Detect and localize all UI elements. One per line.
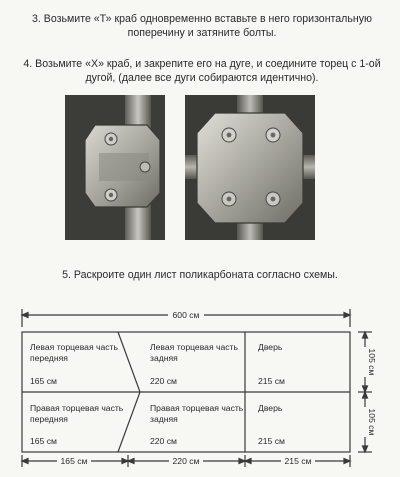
cell-top-left-line1: Левая торцевая часть <box>30 342 118 352</box>
cell-top-mid-line1: Левая торцевая часть <box>150 342 238 352</box>
cell-bot-left-line1: Правая торцевая часть <box>30 403 124 413</box>
bottom-dim-1: 165 см <box>60 456 88 466</box>
cell-bot-left-size: 165 см <box>30 436 57 446</box>
cell-top-left-size: 165 см <box>30 376 57 386</box>
step-5-text <box>0 268 400 282</box>
total-width-label: 600 см <box>172 310 200 320</box>
cell-top-mid-line2: задняя <box>150 353 178 363</box>
step-4-line-2: дугой, (далее все дуги собираются идентично). <box>85 72 319 84</box>
step-4-line-1: 4. Возьмите «Х» краб, и закрепите его на дуге, и соедините торец с 1-ой <box>23 58 381 70</box>
height-top-label: 105 см <box>367 348 377 376</box>
cell-top-right-size: 215 см <box>258 376 285 386</box>
x-clamp-photo <box>185 95 315 240</box>
step-3-text <box>22 12 382 40</box>
step-3-line-1: 3. Возьмите «Т» краб одновременно вставьте в него горизонтальную <box>32 13 372 25</box>
step-5-line-1: 5. Раскроите один лист поликарбоната согласно схемы. <box>62 269 338 281</box>
step-4-text <box>22 57 382 85</box>
cell-top-mid-size: 220 см <box>150 376 177 386</box>
cell-bot-right-line1: Дверь <box>258 403 283 413</box>
height-bottom-label: 105 см <box>367 408 377 436</box>
t-clamp-illustration <box>65 95 165 240</box>
cutting-scheme <box>0 295 400 477</box>
step-3-line-2: поперечину и затяните болты. <box>127 27 277 39</box>
cell-bot-mid-size: 220 см <box>150 436 177 446</box>
bottom-dim-2: 220 см <box>172 456 200 466</box>
x-clamp-illustration <box>185 95 315 240</box>
cell-bot-left-line2: передняя <box>30 414 68 424</box>
t-clamp-photo <box>65 95 165 240</box>
cell-bot-mid-line1: Правая торцевая часть <box>150 403 244 413</box>
bottom-dim-3: 215 см <box>284 456 312 466</box>
cell-top-right-line1: Дверь <box>258 342 283 352</box>
cell-top-left-line2: передняя <box>30 353 68 363</box>
cell-bot-right-size: 215 см <box>258 436 285 446</box>
cell-bot-mid-line2: задняя <box>150 414 178 424</box>
